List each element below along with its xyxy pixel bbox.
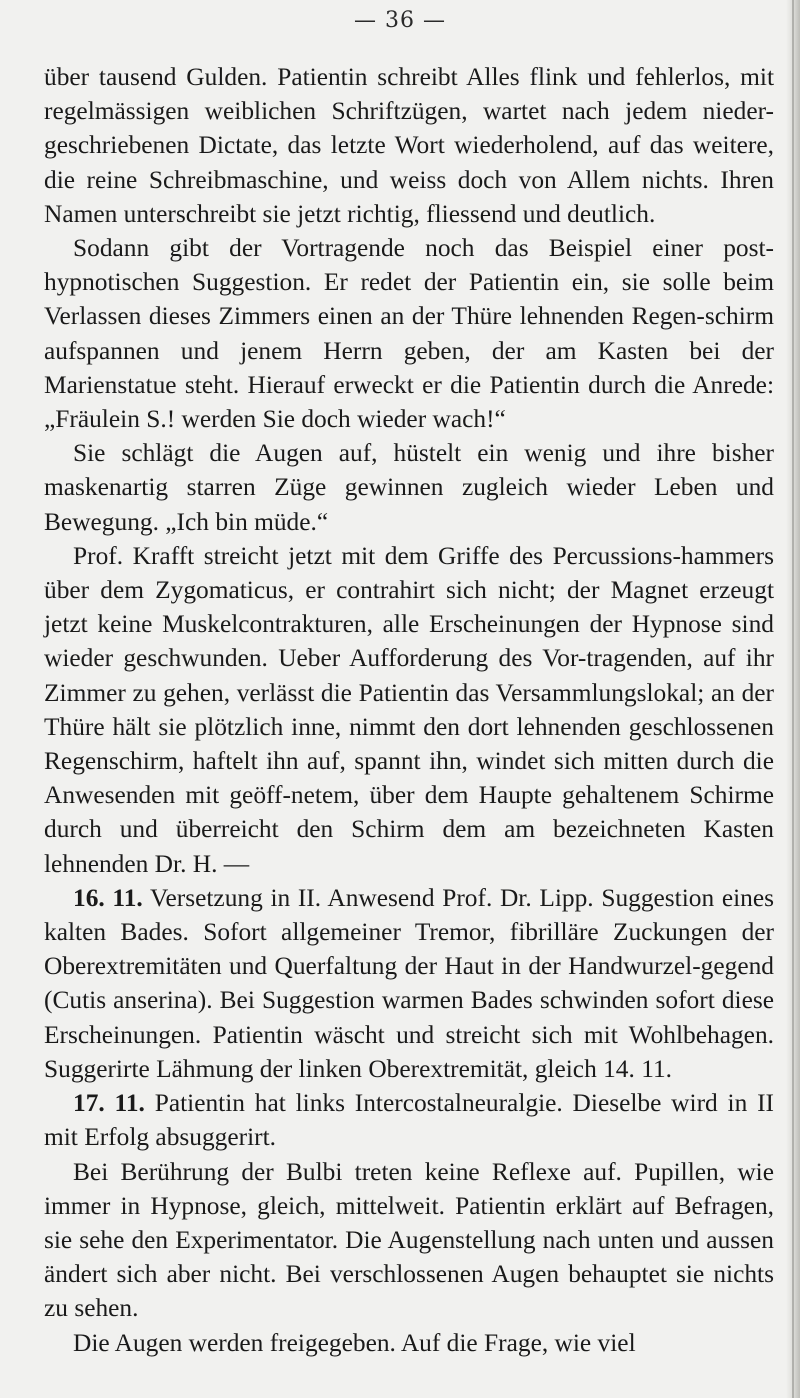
paragraph-6 [44,1086,774,1154]
paragraph-8 [44,1326,774,1360]
paragraph-text: Sodann gibt der Vortragende noch das Beispiel einer post-hypnotischen Suggestion. Er redet der Patientin ein, sie solle beim Verlassen dieses Zimmers einen an der Thüre lehnenden Regen-schirm aufspannen und jenem Herrn geben, der am Kasten bei der Marienstatue steht. Hierauf erweckt er die Patientin durch die Anrede: „Fräulein S.! werden Sie doch wieder wach!“ [44,234,774,434]
body-text [44,60,774,1360]
paragraph-text: Versetzung in II. Anwesend Prof. Dr. Lipp. Suggestion eines kalten Bades. Sofort allgemeiner Tremor, fibrilläre Zuckungen der Oberextremitäten und Querfaltung der Haut in der Handwurzel-gegend (Cutis anserina). Bei Suggestion warmen Bades schwinden sofort diese Erscheinungen. Patientin wäscht und streicht sich mit Wohlbehagen. Suggerirte Lähmung der linken Oberextremität, gleich 14. 11. [44,883,775,1083]
entry-date: 17. 11. [73,1089,145,1118]
paragraph-text: über tausend Gulden. Patientin schreibt Alles flink und fehlerlos, mit regelmässigen weiblichen Schriftzügen, wartet nach jedem nieder-geschriebenen Dictate, das letzte Wort wiederholend, auf das weitere, die reine Schreibmaschine, und weiss doch von Allem nichts. Ihren Namen unterschreibt sie jetzt richtig, fliessend und deutlich. [44,63,774,228]
paragraph-2 [44,231,774,436]
page-number: — 36 — [354,8,446,33]
page-edge-line [792,0,794,1398]
entry-date: 16. 11. [73,883,143,912]
paragraph-4 [44,539,774,881]
paragraph-text: Bei Berührung der Bulbi treten keine Reflexe auf. Pupillen, wie immer in Hypnose, gleich, mittelweit. Patientin erklärt auf Befragen, sie sehe den Experimentator. Die Augenstellung nach unten und aussen ändert sich aber nicht. Bei verschlossenen Augen behauptet sie nichts zu sehen. [44,1157,774,1323]
paragraph-3 [44,436,774,539]
paragraph-text: Patientin hat links Intercostalneuralgie. Dieselbe wird in II mit Erfolg absuggerirt. [44,1089,774,1152]
paragraph-text: Prof. Krafft streicht jetzt mit dem Griffe des Percussions-hammers über dem Zygomaticus, er contrahirt sich nicht; der Magnet erzeugt jetzt keine Muskelcontrakturen, alle Erscheinungen der Hypnose sind wieder geschwunden. Ueber Aufforderung des Vor-tragenden, auf ihr Zimmer zu gehen, verlässt die Patientin das Versammlungslokal; an der Thüre hält sie plötzlich inne, nimmt den dort lehnenden geschlossenen Regenschirm, haftelt ihn auf, spannt ihn, windet sich mitten durch die Anwesenden mit geöff-netem, über dem Haupte gehaltenem Schirme durch und überreicht den Schirm dem am bezeichneten Kasten lehnenden Dr. H. — [44,541,774,878]
paragraph-text: Die Augen werden freigegeben. Auf die Frage, wie viel [73,1328,636,1357]
paragraph-5 [44,881,774,1086]
paragraph-1 [44,60,774,231]
paragraph-7 [44,1155,774,1326]
paragraph-text: Sie schlägt die Augen auf, hüstelt ein wenig und ihre bisher maskenartig starren Züge gewinnen zugleich wieder Leben und Bewegung. „Ich bin müde.“ [44,439,774,536]
